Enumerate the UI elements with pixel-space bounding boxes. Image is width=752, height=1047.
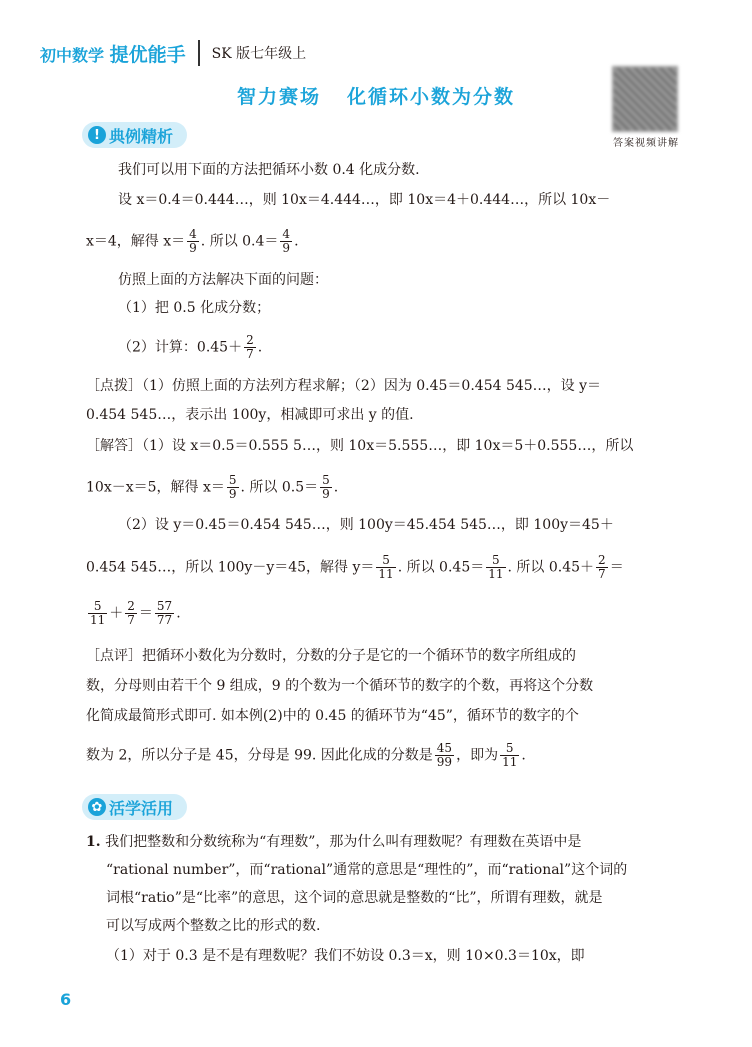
section-label: 典例精析 <box>109 126 174 146</box>
fraction: $\frac{2}{7}$ <box>246 333 254 361</box>
title-left: 智力赛场 <box>236 86 321 108</box>
answer-line: （2）设 y＝0.45＝0.454 545…，则 100y＝45.454 545…，即 100y＝45＋ <box>118 517 614 533</box>
header-divider <box>198 40 200 66</box>
question-line: 1. 我们把整数和分数统称为“有理数”，那为什么叫有理数呢？有理数在英语中是 <box>86 834 582 850</box>
comment-line: 化简成最简形式即可. 如本例(2)中的 0.45 的循环节为“45”，循环节的数字的个 <box>86 708 579 724</box>
fraction: $\frac{45}{99}$ <box>436 741 453 769</box>
text-line: x＝4，解得 x＝ $\frac{4}{9}$ . 所以 0.4＝ $\frac{4}{9}$ . <box>86 227 299 255</box>
text-line: （1）把 0.5 化成分数； <box>118 300 271 316</box>
fraction: $\frac{5}{11}$ <box>378 553 394 581</box>
question-line: “rational number”，而“rational”通常的意思是“理性的”，而“rational”这个词的 <box>106 862 628 878</box>
qr-caption: 答案视频讲解 <box>613 138 679 149</box>
fraction: $\frac{2}{7}$ <box>598 553 606 581</box>
fraction: $\frac{5}{11}$ <box>90 599 106 627</box>
fraction: $\frac{5}{9}$ <box>228 473 237 501</box>
title-right: 化循环小数为分数 <box>347 86 516 108</box>
question-line: 词根“ratio”是“比率”的意思，这个词的意思就是整数的“比”，所谓有理数，就是 <box>106 890 603 906</box>
section-tag-examples <box>82 122 187 148</box>
section-label: 活学活用 <box>109 798 174 818</box>
exclamation-icon: ! <box>88 126 106 144</box>
answer-line: $\frac{5}{11}$ ＋ $\frac{2}{7}$ ＝ $\frac{57}{77}$ . <box>90 599 181 627</box>
fraction: $\frac{2}{7}$ <box>127 599 135 627</box>
section-tag-practice <box>82 794 187 820</box>
answer-line: 0.454 545…，所以 100y－y＝45，解得 y＝ $\frac{5}{11}$ . 所以 0.45＝ $\frac{5}{11}$ . 所以 0.45＋ $\frac{2}{7}$ ＝ <box>86 553 624 581</box>
running-header <box>40 36 306 70</box>
hint-line: ［点拨］（1）仿照上面的方法列方程求解；（2）因为 0.45＝0.454 545…，设 y＝ <box>86 378 602 394</box>
comment-line: ［点评］把循环小数化为分数时，分数的分子是它的一个循环节的数字所组成的 <box>86 648 576 664</box>
comment-line: 数为 2，所以分子是 45，分母是 99. 因此化成的分数是 $\frac{45}{99}$ ，即为 $\frac{5}{11}$ . <box>86 741 526 769</box>
question-number: 1. <box>86 834 101 850</box>
page-title <box>0 82 752 109</box>
fraction: $\frac{4}{9}$ <box>282 227 291 255</box>
fraction: $\frac{5}{11}$ <box>488 553 504 581</box>
question-line: 可以写成两个整数之比的形式的数. <box>106 918 321 934</box>
text-line: （2）计算：0.45＋ $\frac{2}{7}$ . <box>118 333 263 361</box>
text-line: 仿照上面的方法解决下面的问题： <box>118 272 328 288</box>
fraction: $\frac{57}{77}$ <box>156 599 173 627</box>
fraction: $\frac{5}{9}$ <box>322 473 330 501</box>
comment-line: 数，分母则由若干个 9 组成，9 的个数为一个循环节的数字的个数，再将这个分数 <box>86 678 594 694</box>
question-line: （1）对于 0.3 是不是有理数呢？我们不妨设 0.3＝x，则 10×0.3＝10x，即 <box>106 948 585 964</box>
fraction: $\frac{4}{9}$ <box>189 227 197 255</box>
book-brand: 初中数学 提优能手 <box>40 43 186 66</box>
text-line: 设 x＝0.4＝0.444…，则 10x＝4.444…，即 10x＝4＋0.444…，所以 10x－ <box>118 192 611 208</box>
answer-line: 10x－x＝5，解得 x＝ $\frac{5}{9}$ . 所以 0.5＝ $\frac{5}{9}$ . <box>86 473 339 501</box>
hint-line: 0.454 545…，表示出 100y，相减即可求出 y 的值. <box>86 407 414 423</box>
page-number: 6 <box>60 990 72 1009</box>
text-line: 我们可以用下面的方法把循环小数 0.4 化成分数. <box>118 162 420 178</box>
answer-line: ［解答］（1）设 x＝0.5＝0.555 5…，则 10x＝5.555…，即 10x＝5＋0.555…，所以 <box>86 438 634 454</box>
edition-label: SK 版七年级上 <box>211 46 307 62</box>
gear-icon: ✿ <box>88 798 106 816</box>
fraction: $\frac{5}{11}$ <box>502 741 518 769</box>
